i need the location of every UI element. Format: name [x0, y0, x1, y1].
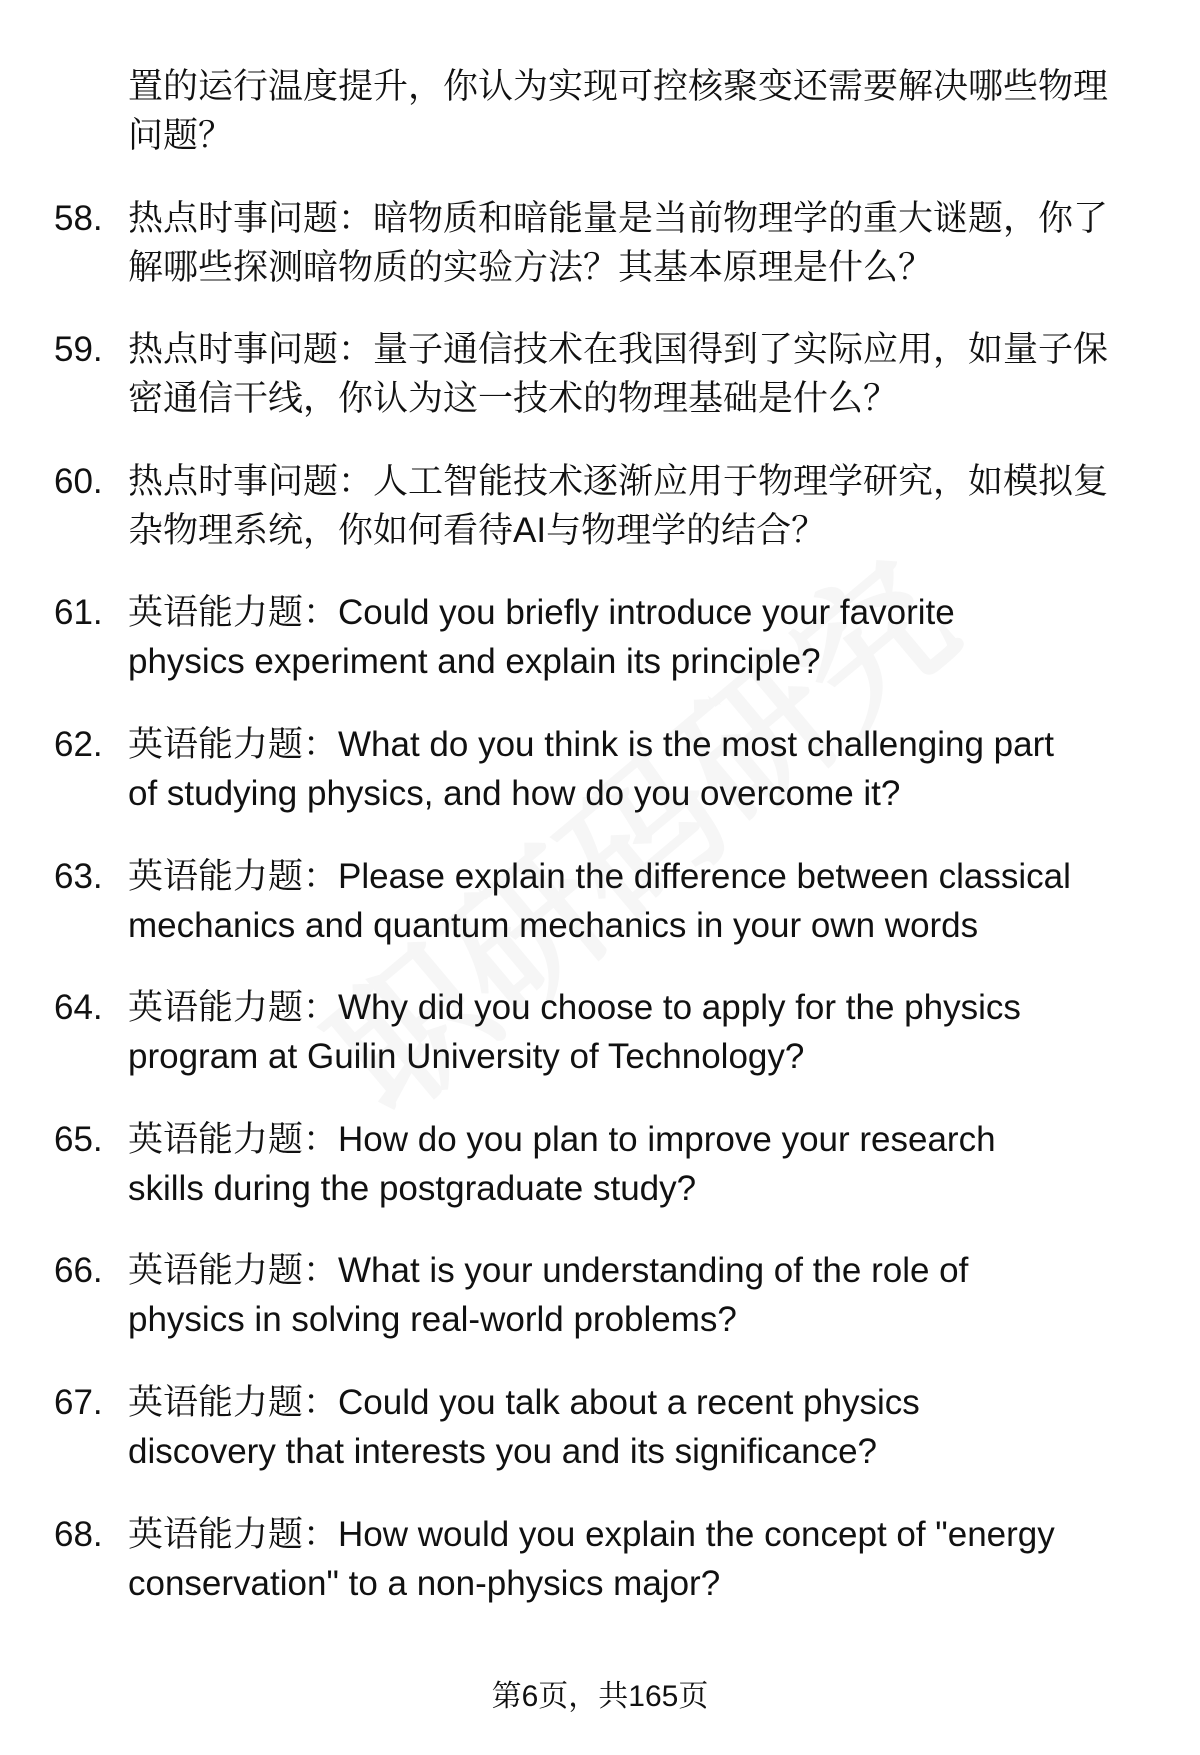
question-text-line: of studying physics, and how do you overcome it?	[128, 773, 901, 813]
question-text-line: 热点时事问题：暗物质和暗能量是当前物理学的重大谜题，你了	[128, 198, 1109, 238]
question-text-line: 英语能力题：Why did you choose to apply for the physics	[128, 988, 1021, 1028]
question-item	[0, 720, 1200, 818]
question-text-line: 密通信干线，你认为这一技术的物理基础是什么？	[128, 379, 899, 419]
question-text-line: 英语能力题：How do you plan to improve your research	[128, 1119, 996, 1159]
question-text-line: physics in solving real-world problems?	[128, 1300, 737, 1340]
question-item	[0, 194, 1200, 292]
question-text-line: 杂物理系统，你如何看待AI与物理学的结合？	[128, 510, 827, 550]
question-text-line: 热点时事问题：量子通信技术在我国得到了实际应用，如量子保	[128, 330, 1109, 370]
question-number: 59.	[54, 330, 103, 370]
question-text-line: 英语能力题：What is your understanding of the role of	[128, 1251, 969, 1291]
question-text-line: 英语能力题：Please explain the difference between classical	[128, 856, 1071, 896]
question-item	[0, 852, 1200, 950]
question-number: 62.	[54, 724, 103, 764]
question-number: 68.	[54, 1514, 103, 1554]
question-number: 64.	[54, 988, 103, 1028]
question-number: 61.	[54, 593, 103, 633]
question-text-line: 英语能力题：Could you talk about a recent physics	[128, 1382, 920, 1422]
question-number: 67.	[54, 1382, 103, 1422]
question-item	[0, 325, 1200, 423]
question-number: 65.	[54, 1119, 103, 1159]
question-text-line: discovery that interests you and its significance?	[128, 1431, 877, 1471]
question-item	[0, 1510, 1200, 1608]
question-item	[0, 588, 1200, 686]
question-text-line: 解哪些探测暗物质的实验方法？其基本原理是什么？	[128, 247, 934, 287]
question-list	[0, 62, 1200, 1641]
question-text-line: 英语能力题：How would you explain the concept of "energy	[128, 1514, 1055, 1554]
question-text-line: skills during the postgraduate study?	[128, 1168, 697, 1208]
question-item	[0, 983, 1200, 1081]
question-text-line: 问题？	[128, 116, 234, 155]
question-item	[0, 1378, 1200, 1476]
question-text-line: conservation" to a non-physics major?	[128, 1563, 721, 1603]
question-number: 63.	[54, 856, 103, 896]
question-text-line: physics experiment and explain its principle?	[128, 642, 821, 682]
question-number: 66.	[54, 1251, 103, 1291]
page-number: 第6页，共165页	[491, 1680, 709, 1713]
question-continuation	[0, 62, 1200, 160]
question-text-line: 热点时事问题：人工智能技术逐渐应用于物理学研究，如模拟复	[128, 461, 1109, 501]
question-item	[0, 1115, 1200, 1213]
question-item	[0, 457, 1200, 555]
question-text-line: 英语能力题：What do you think is the most challenging part	[128, 724, 1054, 764]
question-item	[0, 1246, 1200, 1344]
question-text-line: program at Guilin University of Technology?	[128, 1037, 805, 1077]
question-number: 58.	[54, 198, 103, 238]
question-text-line: 置的运行温度提升，你认为实现可控核聚变还需要解决哪些物理	[128, 67, 1109, 106]
question-text-line: mechanics and quantum mechanics in your own words	[128, 905, 979, 945]
question-text-line: 英语能力题：Could you briefly introduce your favorite	[128, 593, 955, 633]
question-number: 60.	[54, 461, 103, 501]
